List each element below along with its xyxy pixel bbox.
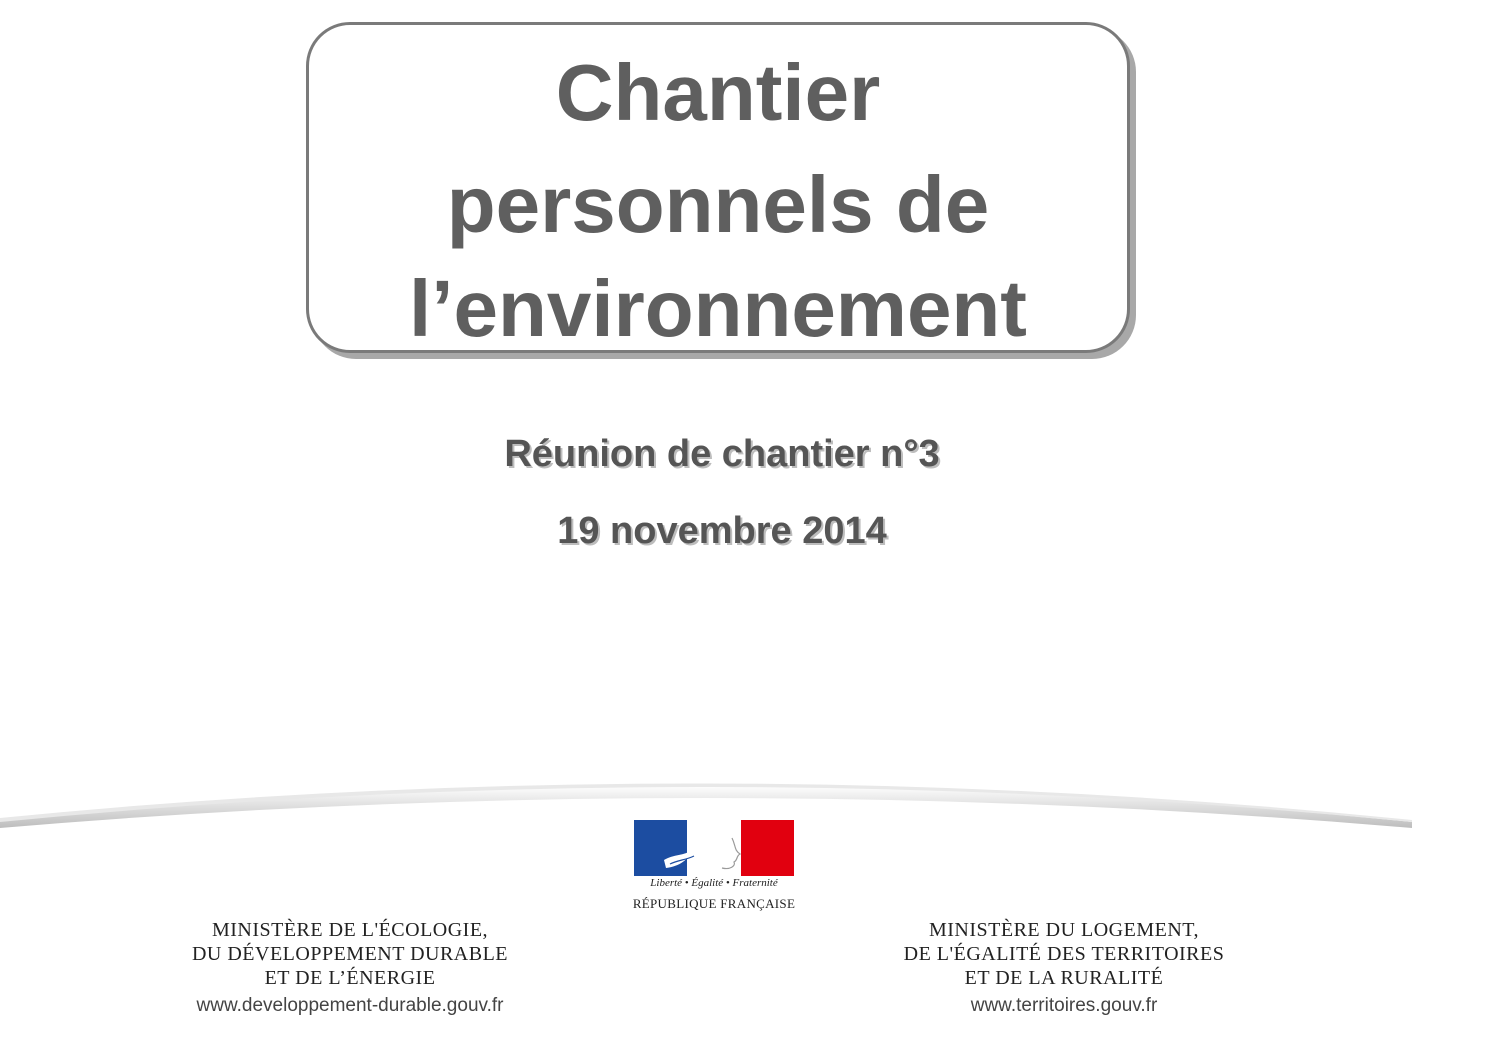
title-line-2: personnels de (446, 160, 990, 249)
ministry-left-line-1: MINISTÈRE DE L'ÉCOLOGIE, (211, 919, 489, 941)
ministry-logement (858, 918, 1270, 1018)
ministry-left-line-3: ET DE L’ÉNERGIE (264, 967, 436, 989)
title-box (306, 22, 1130, 353)
ministry-right-line-1: MINISTÈRE DU LOGEMENT, (928, 919, 1200, 941)
ministry-right-url[interactable]: www.territoires.gouv.fr (970, 995, 1158, 1016)
ministry-right-line-3: ET DE LA RURALITÉ (964, 967, 1164, 989)
ministry-ecologie (150, 918, 550, 1018)
ministry-left-url[interactable]: www.developpement-durable.gouv.fr (196, 995, 504, 1016)
meeting-date: 19 novembre 2014 (557, 510, 887, 552)
marianne-logo-icon (634, 820, 794, 876)
meeting-label: Réunion de chantier n°3 (504, 433, 940, 475)
republique-name: RÉPUBLIQUE FRANÇAISE (632, 896, 796, 911)
ministry-right-line-2: DE L'ÉGALITÉ DES TERRITOIRES (903, 943, 1225, 965)
ministry-left-line-2: DU DÉVELOPPEMENT DURABLE (191, 943, 509, 965)
republique-devise: Liberté • Égalité • Fraternité (650, 877, 778, 889)
title-line-3: l’environnement (409, 264, 1027, 353)
title-line-1: Chantier (555, 48, 881, 137)
